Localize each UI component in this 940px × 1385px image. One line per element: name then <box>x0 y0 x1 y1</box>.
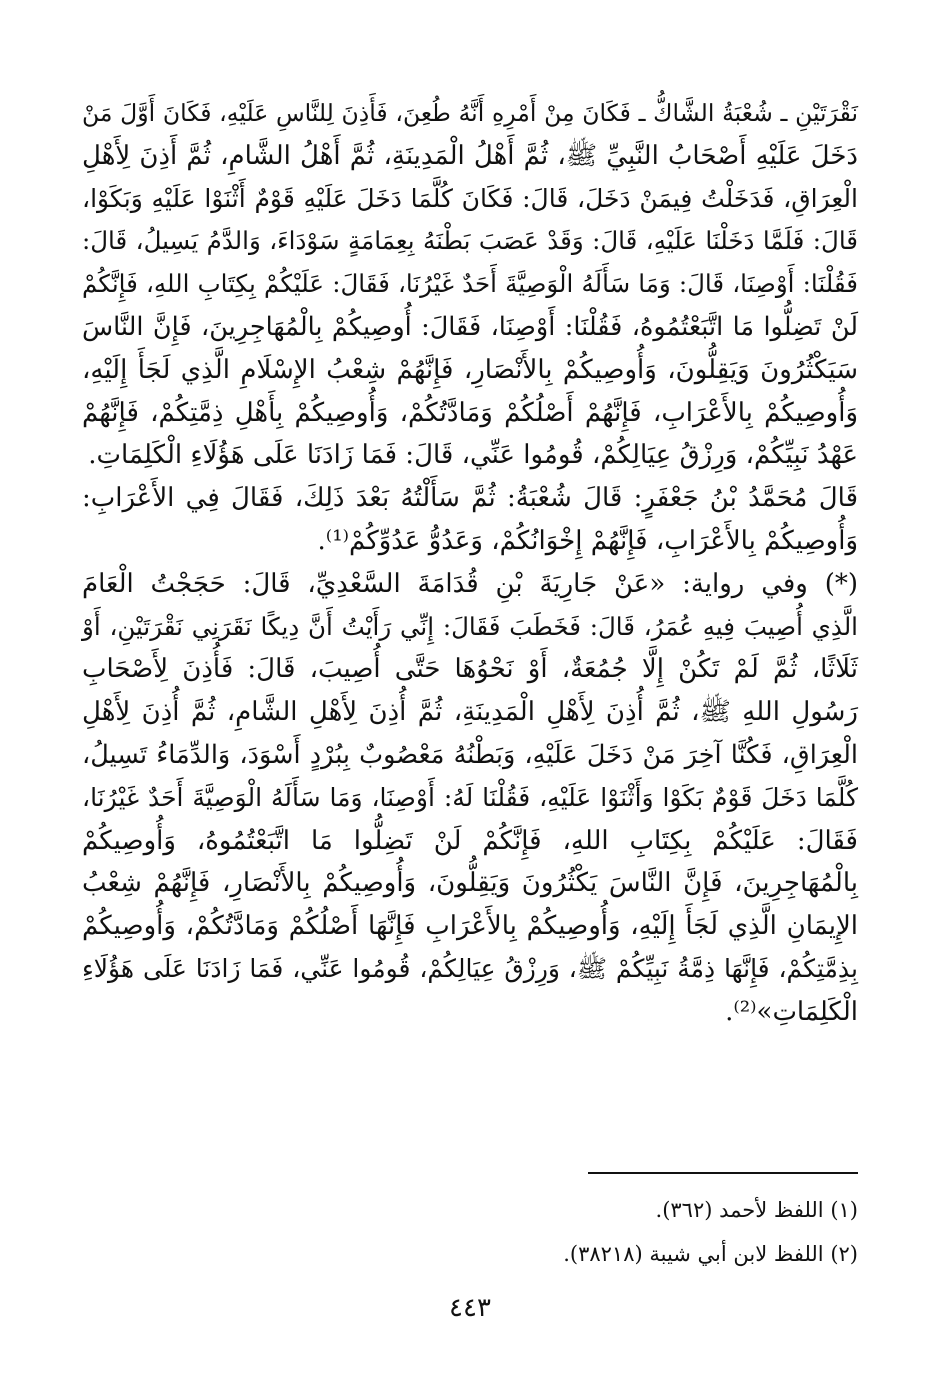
text-line: نَقْرَتَيْنِ ـ شُعْبَةُ الشَّاكُّ ـ فَكَانَ مِنْ أَمْرِهِ أَنَّهُ طُعِنَ، فَأَذِنَ لِلنَّاسِ عَلَيْهِ، فَكَانَ أَوَّلَ مَنْ <box>82 99 858 127</box>
text-line: وَأُوصِيكُمْ بِالأَعْرَابِ، فَإِنَّهُمْ إِخْوَانُكُمْ، وَعَدُوُّ عَدُوِّكُمْ⁽¹⁾. <box>317 525 858 556</box>
text-line: ثَلَاثًا، ثُمَّ لَمْ تَكُنْ إِلَّا جُمُعَةٌ، أَوْ نَحْوُهَا حَتَّى أُصِيبَ، قَالَ: فَأُذِنَ لِأَصْحَابِ <box>82 654 858 685</box>
text-line: لَنْ تَضِلُّوا مَا اتَّبَعْتُمُوهُ، فَقُلْنَا: أَوْصِنَا، فَقَالَ: أُوصِيكُمْ بِالْمُهَاجِرِينَ، فَإِنَّ النَّاسَ <box>82 311 858 342</box>
text-line: قَالَ مُحَمَّدُ بْنُ جَعْفَرٍ: قَالَ شُعْبَةُ: ثُمَّ سَأَلْتُهُ بَعْدَ ذَلِكَ، فَقَالَ فِي الأَعْرَابِ: <box>82 483 858 514</box>
text-line: كُلَّمَا دَخَلَ قَوْمٌ بَكَوْا وَأَثْنَوْا عَلَيْهِ، فَقُلْنَا لَهُ: أَوْصِنَا، وَمَا سَأَلَهُ الْوَصِيَّةَ أَحَدٌ غَيْرُنَا، <box>82 782 858 812</box>
footnote-2: (٢) اللفظ لابن أبي شيبة (٣٨٢١٨). <box>563 1242 858 1266</box>
footnote-1: (١) اللفظ لأحمد (٣٦٢). <box>655 1198 858 1222</box>
text-line: (*) وفي رواية: «عَنْ جَارِيَةَ بْنِ قُدَامَةَ السَّعْدِيِّ، قَالَ: حَجَجْتُ الْعَامَ <box>82 568 858 599</box>
text-line: عَهْدُ نَبِيِّكُمْ، وَرِزْقُ عِيَالِكُمْ، قُومُوا عَنِّي، قَالَ: فَمَا زَادَنَا عَلَى هَؤُلَاءِ الْكَلِمَاتِ. <box>88 440 858 471</box>
text-line: فَقُلْنَا: أَوْصِنَا، قَالَ: وَمَا سَأَلَهُ الْوَصِيَّةَ أَحَدٌ غَيْرُنَا، فَقَالَ: عَلَيْكُمْ بِكِتَابِ اللهِ، فَإِنَّكُمْ <box>82 269 858 299</box>
main-text <box>82 92 858 1034</box>
text-line: فَقَالَ: عَلَيْكُمْ بِكِتَابِ اللهِ، فَإِنَّكُمْ لَنْ تَضِلُّوا مَا اتَّبَعْتُمُوهُ، وَأُوصِيكُمْ <box>82 825 858 856</box>
page-number: ٤٤٣ <box>449 1293 491 1323</box>
text-line: بِالْمُهَاجِرِينَ، فَإِنَّ النَّاسَ يَكْثُرُونَ وَيَقِلُّونَ، وَأُوصِيكُمْ بِالأَنْصَارِ، فَإِنَّهُمْ شِعْبُ <box>82 868 858 899</box>
text-line: الإِيمَانِ الَّذِي لَجَأَ إِلَيْهِ، وَأُوصِيكُمْ بِالأَعْرَابِ فَإِنَّهَا أَصْلُكُمْ وَمَادَّتُكُمْ، وَأُوصِيكُمْ <box>82 911 858 942</box>
text-line: الْكَلِمَاتِ»⁽²⁾. <box>725 996 858 1027</box>
text-line: الَّذِي أُصِيبَ فِيهِ عُمَرُ، قَالَ: فَخَطَبَ فَقَالَ: إِنِّي رَأَيْتُ أَنَّ دِيكًا نَقَرَنِي نَقْرَتَيْنِ، أَوْ <box>82 611 858 641</box>
footnote-divider <box>588 1172 858 1174</box>
text-line: الْعِرَاقِ، فَدَخَلْتُ فِيمَنْ دَخَلَ، قَالَ: فَكَانَ كُلَّمَا دَخَلَ عَلَيْهِ قَوْمٌ أَثْنَوْا عَلَيْهِ وَبَكَوْا، <box>82 183 858 213</box>
text-line: سَيَكْثُرُونَ وَيَقِلُّونَ، وَأُوصِيكُمْ بِالأَنْصَارِ، فَإِنَّهُمْ شِعْبُ الإِسْلَامِ الَّذِي لَجَأَ إِلَيْهِ، <box>82 354 858 385</box>
text-line: وَأُوصِيكُمْ بِالأَعْرَابِ، فَإِنَّهُمْ أَصْلُكُمْ وَمَادَّتُكُمْ، وَأُوصِيكُمْ بِأَهْلِ ذِمَّتِكُمْ، فَإِنَّهُمْ <box>82 397 858 428</box>
text-line: قَالَ: فَلَمَّا دَخَلْنَا عَلَيْهِ، قَالَ: وَقَدْ عَصَبَ بَطْنَهُ بِعِمَامَةٍ سَوْدَاءَ، وَالدَّمُ يَسِيلُ، قَالَ: <box>82 226 858 256</box>
text-line: دَخَلَ عَلَيْهِ أَصْحَابُ النَّبِيِّ ﷺ، ثُمَّ أَهْلُ الْمَدِينَةِ، ثُمَّ أَهْلُ الشَّامِ، ثُمَّ أَذِنَ لِأَهْلِ <box>82 140 858 171</box>
text-line: الْعِرَاقِ، فَكُنَّا آخِرَ مَنْ دَخَلَ عَلَيْهِ، وَبَطْنُهُ مَعْصُوبٌ بِبُرْدٍ أَسْوَدَ، وَالدِّمَاءُ تَسِيلُ، <box>82 739 858 770</box>
text-line: رَسُولِ اللهِ ﷺ، ثُمَّ أُذِنَ لِأَهْلِ الْمَدِينَةِ، ثُمَّ أُذِنَ لِأَهْلِ الشَّامِ، ثُمَّ أُذِنَ لِأَهْلِ <box>82 697 858 728</box>
footnotes <box>82 1188 858 1276</box>
text-line: بِذِمَّتِكُمْ، فَإِنَّهَا ذِمَّةُ نَبِيِّكُمْ ﷺ، وَرِزْقُ عِيَالِكُمْ، قُومُوا عَنِّي، فَمَا زَادَنَا عَلَى هَؤُلَاءِ <box>82 953 858 983</box>
